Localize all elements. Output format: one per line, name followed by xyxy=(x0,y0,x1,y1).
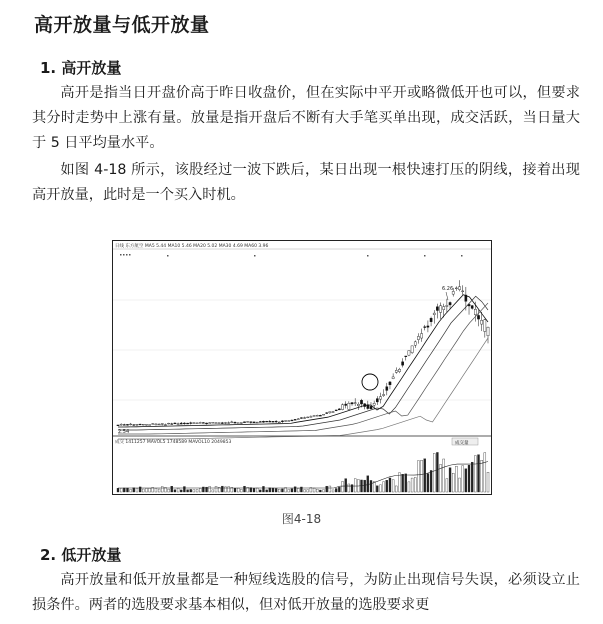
volume-bar xyxy=(351,485,353,492)
candle-body xyxy=(462,291,464,292)
candle-body xyxy=(474,309,476,315)
volume-bar xyxy=(193,490,195,492)
volume-bar xyxy=(177,488,179,492)
volume-bar xyxy=(468,465,470,492)
volume-bar xyxy=(174,490,176,492)
candle-body xyxy=(408,351,410,356)
volume-bar xyxy=(240,489,242,492)
candle-body xyxy=(420,334,422,339)
volume-bar xyxy=(212,490,214,492)
volume-bar xyxy=(281,489,283,492)
volume-bar xyxy=(392,480,394,492)
candle-body xyxy=(161,423,163,424)
volume-bar xyxy=(304,490,306,492)
peak-label: 6.26 xyxy=(442,286,454,292)
candle-body xyxy=(262,421,264,422)
volume-bar xyxy=(228,487,230,492)
candle-body xyxy=(269,421,271,422)
candle-body xyxy=(209,423,211,424)
volume-bar xyxy=(234,488,236,492)
volume-bar xyxy=(329,486,331,492)
volume-bar xyxy=(180,490,182,492)
candle-body xyxy=(291,420,293,421)
volume-bar xyxy=(332,490,334,492)
candle-body xyxy=(335,410,337,411)
volume-bar xyxy=(187,490,189,492)
candle-body xyxy=(417,336,419,339)
volume-bar xyxy=(354,479,356,492)
volume-bar xyxy=(465,469,467,492)
candle-body xyxy=(272,421,274,422)
candle-body xyxy=(383,394,385,395)
candle-body xyxy=(484,320,486,332)
candle-body xyxy=(303,418,305,419)
volume-bar xyxy=(338,487,340,492)
candle-body xyxy=(449,302,451,304)
stock-chart-figure xyxy=(112,240,492,500)
candle-body xyxy=(357,404,359,406)
candle-body xyxy=(190,423,192,424)
volume-bar xyxy=(474,456,476,492)
candle-body xyxy=(133,425,135,426)
paragraph: 如图 4-18 所示，该股经过一波下跌后，某日出现一根快速打压的阴线，接着出现高开放量，此时是一个买入时机。 xyxy=(32,162,580,203)
candle-body xyxy=(345,404,347,405)
volume-bar xyxy=(262,486,264,492)
candle-body xyxy=(221,423,223,424)
volume-bar xyxy=(471,462,473,492)
candle-body xyxy=(338,409,340,410)
candle-body xyxy=(332,412,334,413)
volume-bar xyxy=(446,479,448,492)
candle-body xyxy=(389,382,391,385)
volume-bar xyxy=(319,490,321,492)
candle-body xyxy=(126,424,128,425)
paragraph: 高开是指当日开盘价高于昨日收盘价，但在实际中平开或略微低开也可以，但要求其分时走势中上涨有量。放量是指开盘后不断有大手笔买单出现，成交活跃，当日量大于 5 日平均量水平。 xyxy=(32,85,580,151)
candle-body xyxy=(218,423,220,424)
volume-bar xyxy=(395,486,397,492)
candle-body xyxy=(196,423,198,424)
candle-body xyxy=(348,403,350,409)
candle-body xyxy=(136,424,138,425)
candle-body xyxy=(329,412,331,413)
volume-bar xyxy=(225,487,227,492)
volume-bar xyxy=(455,466,457,492)
volume-bar xyxy=(139,487,141,492)
candle-body xyxy=(243,422,245,423)
candle-body xyxy=(316,415,318,416)
candle-body xyxy=(386,387,388,391)
volume-bar xyxy=(433,453,435,492)
candle-body xyxy=(275,421,277,422)
candle-body xyxy=(370,406,372,408)
candle-body xyxy=(253,422,255,423)
candle-body xyxy=(155,424,157,425)
candle-body xyxy=(351,403,353,404)
candle-body xyxy=(455,288,457,289)
candle-body xyxy=(202,423,204,424)
volume-bar xyxy=(414,477,416,492)
volume-bar xyxy=(149,488,151,492)
volume-bar xyxy=(136,488,138,492)
volume-bar xyxy=(484,453,486,492)
volume-bar xyxy=(291,489,293,492)
volume-bar xyxy=(370,480,372,492)
candle-body xyxy=(433,313,435,315)
volume-bar xyxy=(313,488,315,492)
candle-body xyxy=(145,424,147,425)
candle-body xyxy=(300,418,302,419)
volume-bar xyxy=(307,490,309,492)
candle-body xyxy=(398,369,400,371)
candle-body xyxy=(120,424,122,425)
candle-body xyxy=(215,423,217,424)
section-1-title: 1. 高开放量 xyxy=(40,59,122,77)
volume-bar xyxy=(266,490,268,492)
volume-bar xyxy=(408,482,410,492)
section-1-body xyxy=(32,81,580,208)
candle-body xyxy=(414,342,416,345)
volume-bar xyxy=(449,468,451,492)
volume-bar xyxy=(376,486,378,492)
candle-body xyxy=(477,315,479,319)
volume-bar xyxy=(335,489,337,492)
candle-body xyxy=(240,423,242,424)
candle-body xyxy=(392,377,394,379)
candle-body xyxy=(411,346,413,353)
volume-bar xyxy=(379,485,381,492)
candle-body xyxy=(310,416,312,417)
volume-bar xyxy=(199,488,201,492)
volume-bar xyxy=(421,460,423,492)
volume-bar xyxy=(443,459,445,492)
volume-bar xyxy=(294,487,296,492)
volume-bar xyxy=(430,470,432,492)
candle-body xyxy=(167,423,169,424)
volume-bar xyxy=(275,488,277,492)
volume-bar xyxy=(142,489,144,492)
volume-bar xyxy=(130,490,132,492)
candle-body xyxy=(130,424,132,425)
candle-body xyxy=(319,415,321,416)
candle-body xyxy=(481,320,483,324)
candle-body xyxy=(139,424,141,425)
candle-body xyxy=(234,422,236,423)
chart-header-text: 日线 东方航空 MA5 5.44 MA10 5.46 MA20 5.02 MA30 4.69 MA60 3.96 xyxy=(115,244,269,249)
volume-bar xyxy=(487,472,489,492)
volume-bar xyxy=(367,476,369,492)
candle-body xyxy=(439,306,441,313)
candle-body xyxy=(142,424,144,425)
volume-bar xyxy=(171,486,173,492)
volume-bar xyxy=(478,455,480,492)
volume-bar xyxy=(209,486,211,492)
volume-bar xyxy=(155,488,157,492)
volume-bar xyxy=(462,466,464,492)
candle-body xyxy=(237,423,239,424)
volume-bar xyxy=(323,490,325,492)
volume-bar xyxy=(158,489,160,492)
candle-body xyxy=(212,422,214,423)
volume-bar xyxy=(405,474,407,492)
candle-body xyxy=(247,421,249,422)
page-heading: 高开放量与低开放量 xyxy=(34,14,210,36)
volume-bar xyxy=(272,488,274,492)
candle-body xyxy=(313,416,315,417)
candle-body xyxy=(285,421,287,422)
volume-bar xyxy=(123,488,125,492)
candle-body xyxy=(430,318,432,321)
volume-bar xyxy=(411,478,413,492)
paragraph: 高开放量和低开放量都是一种短线选股的信号，为防止出现信号失误，必须设立止损条件。两者的选股要求基本相似，但对低开放量的选股要求更 xyxy=(32,572,580,613)
volume-bar xyxy=(398,473,400,492)
volume-bar xyxy=(452,473,454,492)
candle-body xyxy=(443,307,445,310)
candle-body xyxy=(149,425,151,426)
volume-bar xyxy=(133,488,135,492)
volume-bar xyxy=(436,452,438,492)
volume-bar xyxy=(427,474,429,492)
volume-bar xyxy=(126,488,128,492)
candle-body xyxy=(288,421,290,422)
candle-body xyxy=(281,421,283,422)
candle-body xyxy=(228,423,230,424)
candle-body xyxy=(326,413,328,414)
candle-body xyxy=(177,424,179,425)
volume-bar xyxy=(326,486,328,492)
volume-bar xyxy=(196,489,198,492)
candle-body xyxy=(373,403,375,405)
candle-body xyxy=(379,397,381,400)
volume-bar xyxy=(481,460,483,492)
candle-body xyxy=(186,423,188,424)
volume-bar xyxy=(386,480,388,492)
candle-body xyxy=(224,423,226,424)
volume-bar xyxy=(364,480,366,492)
candle-body xyxy=(395,370,397,372)
candle-body xyxy=(174,423,176,424)
candle-body xyxy=(278,422,280,423)
candle-body xyxy=(360,400,362,404)
volume-bar xyxy=(316,489,318,492)
volume-bar xyxy=(243,486,245,492)
candle-body xyxy=(183,423,185,424)
candle-body xyxy=(405,356,407,357)
candle-body xyxy=(427,326,429,327)
candle-body xyxy=(341,405,343,410)
section-2-title: 2. 低开放量 xyxy=(40,546,122,564)
candle-body xyxy=(205,423,207,424)
candle-body xyxy=(123,425,125,426)
volume-bar xyxy=(145,488,147,492)
candle-body xyxy=(424,327,426,328)
candle-body xyxy=(250,422,252,423)
volume-bar xyxy=(459,478,461,492)
candle-body xyxy=(180,423,182,424)
section-2-body xyxy=(32,568,580,618)
candle-body xyxy=(152,424,154,425)
candle-body xyxy=(171,424,173,425)
volume-bar xyxy=(259,490,261,492)
volume-bar xyxy=(256,488,258,492)
volume-bar xyxy=(348,484,350,492)
candle-body xyxy=(322,414,324,415)
candle-body xyxy=(266,421,268,422)
volume-bar xyxy=(117,488,119,492)
candle-body xyxy=(402,362,404,365)
low-label: 2.54 xyxy=(118,429,130,435)
volume-bar xyxy=(120,488,122,492)
volume-bar xyxy=(345,479,347,492)
candle-body xyxy=(376,399,378,402)
volume-bar xyxy=(402,474,404,492)
candle-body xyxy=(199,422,201,423)
candle-body xyxy=(158,424,160,425)
candle-body xyxy=(487,327,489,336)
volume-bar xyxy=(269,488,271,492)
volume-bar xyxy=(190,489,192,492)
candle-body xyxy=(297,419,299,420)
volume-bar xyxy=(168,489,170,492)
volume-button-label: 成交量 xyxy=(455,441,469,446)
volume-bar xyxy=(417,461,419,492)
candle-body xyxy=(117,425,119,426)
candle-body xyxy=(231,422,233,423)
volume-bar xyxy=(278,489,280,492)
candle-body xyxy=(458,287,460,290)
volume-bar xyxy=(161,487,163,492)
candle-body xyxy=(164,425,166,426)
volume-bar xyxy=(253,488,255,492)
volume-bar xyxy=(183,487,185,492)
candle-body xyxy=(294,419,296,420)
volume-bar xyxy=(389,478,391,492)
volume-bar xyxy=(215,486,217,492)
volume-bar xyxy=(383,482,385,492)
volume-header-text: 成交 1411257 MAVOL5 1748589 MAVOL10 2049853 xyxy=(115,440,232,445)
figure-caption: 图4-18 xyxy=(281,512,322,526)
candle-body xyxy=(436,307,438,311)
volume-bar xyxy=(342,481,344,492)
candle-body xyxy=(354,403,356,404)
candle-body xyxy=(259,422,261,423)
candle-body xyxy=(446,305,448,306)
volume-bar xyxy=(288,489,290,492)
candle-body xyxy=(193,423,195,424)
volume-bar xyxy=(424,459,426,492)
candle-body xyxy=(256,422,258,423)
volume-bar xyxy=(237,488,239,492)
volume-bar xyxy=(221,486,223,492)
volume-bar xyxy=(297,488,299,492)
candle-body xyxy=(307,417,309,418)
candle-body xyxy=(471,306,473,309)
